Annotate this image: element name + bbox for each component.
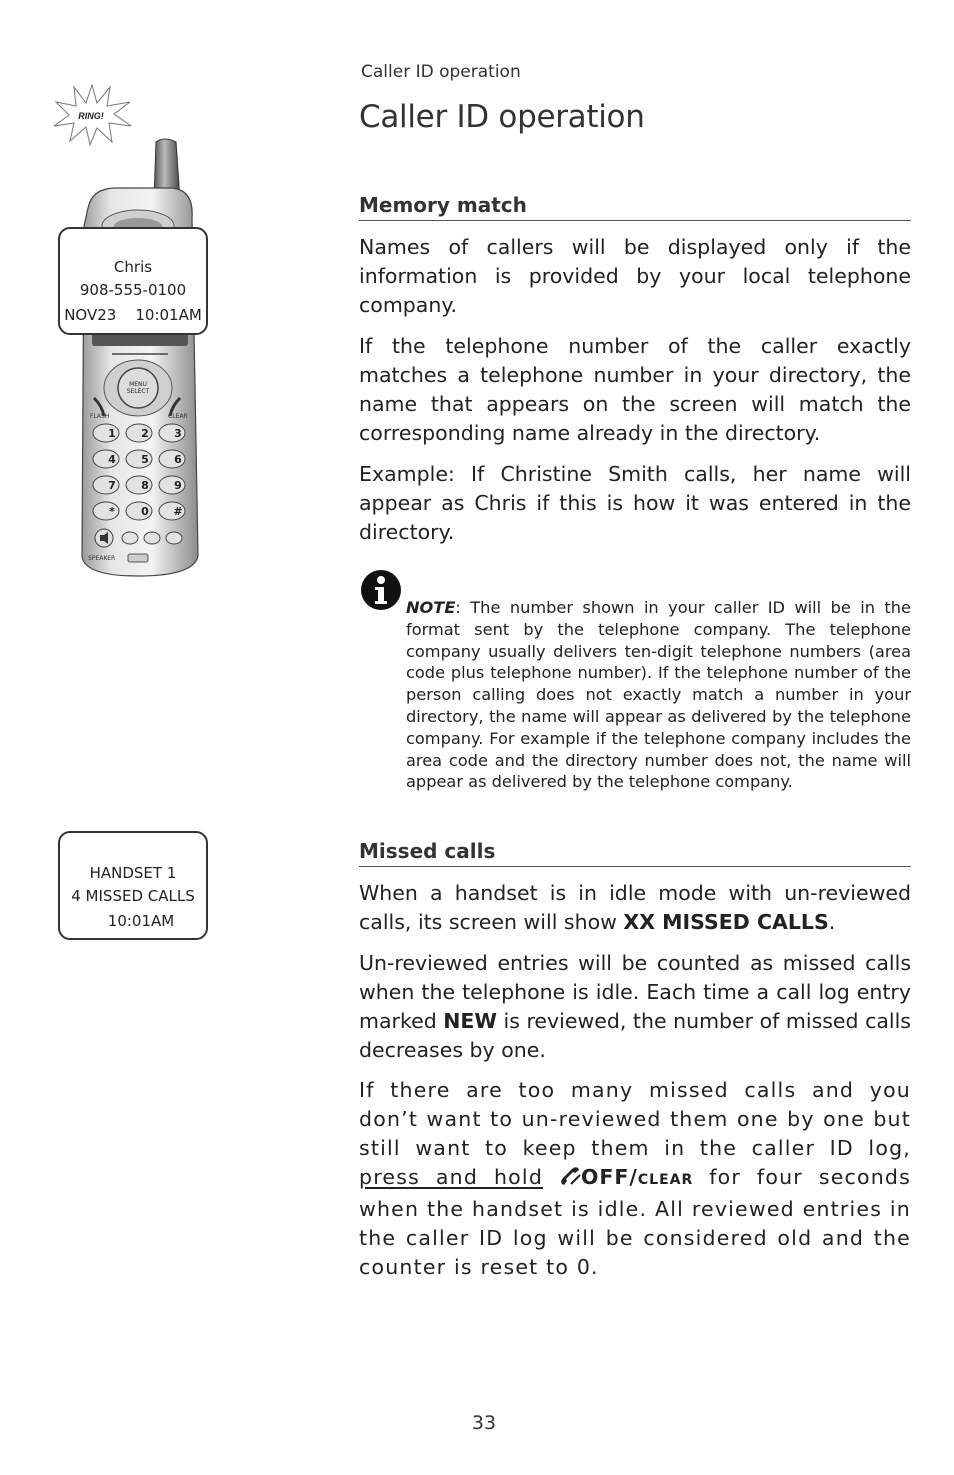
- missed-calls-p2-text: Un-reviewed entries will be counted as missed calls when the telephone is idle. Each time a call log entry marked: [359, 951, 911, 1033]
- lcd-caller-number: 908-555-0100: [79, 281, 187, 299]
- missed-calls-p3-end: for four seconds when the handset is idle. All reviewed entries in the caller ID log will be considered old and the counter is reset to 0.: [359, 1165, 912, 1279]
- lcd-handset-label: HANDSET 1: [89, 864, 177, 882]
- missed-calls-p3-text: If there are too many missed calls and you don’t want to un-reviewed them one by one but still want to keep them in the caller ID log,: [359, 1078, 911, 1160]
- page-title: Caller ID operation: [359, 99, 645, 135]
- svg-text:#: #: [173, 505, 183, 518]
- memory-match-paragraph-1: Names of callers will be displayed only if the information is provided by your local telephone company.: [359, 235, 911, 317]
- lcd-missed-calls-screen: [58, 831, 208, 940]
- note-text: [406, 597, 911, 793]
- missed-calls-paragraph-2: [359, 949, 911, 1065]
- svg-text:2: 2: [141, 427, 149, 440]
- svg-text:FLASH: FLASH: [90, 413, 110, 420]
- lcd-caller-id-screen: [58, 227, 208, 335]
- running-head: Caller ID operation: [361, 62, 521, 82]
- missed-calls-display-text: XX MISSED CALLS: [623, 910, 829, 934]
- note-label: NOTE: [406, 598, 456, 617]
- off-clear-key-label: [581, 1165, 693, 1189]
- lcd-missed-time: 10:01AM: [107, 912, 175, 930]
- off-clear-key-icon: [559, 1166, 581, 1186]
- lcd-caller-datetime: NOV23 10:01AM: [64, 306, 202, 324]
- memory-match-paragraph-2: If the telephone number of the caller exactly matches a telephone number in your directory, the name that appears on the screen will match the corresponding name already in the directory.: [359, 334, 911, 445]
- missed-calls-paragraph-3: [359, 1076, 911, 1282]
- missed-calls-p1-end: .: [828, 910, 836, 934]
- svg-text:9: 9: [174, 479, 182, 492]
- svg-text:1: 1: [108, 427, 116, 440]
- svg-text:SELECT: SELECT: [126, 388, 150, 395]
- missed-calls-p2-end: is reviewed, the number of missed calls decreases by one.: [359, 1009, 911, 1062]
- missed-calls-paragraph-1: [359, 879, 911, 937]
- svg-text:0: 0: [141, 505, 149, 518]
- svg-text:3: 3: [174, 427, 182, 440]
- svg-text:7: 7: [108, 479, 116, 492]
- svg-text:4: 4: [108, 453, 116, 466]
- svg-text:CLEAR: CLEAR: [168, 413, 188, 420]
- svg-text:5: 5: [141, 453, 149, 466]
- memory-match-paragraph-3: Example: If Christine Smith calls, her name will appear as Chris if this is how it was entered in the directory.: [359, 462, 911, 544]
- note-body: : The number shown in your caller ID will be in the format sent by the telephone company. The telephone company usually delivers ten-digit telephone numbers (area code plus telephone number). If the telephone number of the person calling does not exactly match a number in your directory, the name will appear as delivered by the telephone company. For example if the telephone company includes the area code and the directory number does not, the name will appear as delivered by the telephone company.: [406, 598, 911, 792]
- missed-calls-p1-text: When a handset is in idle mode with un-reviewed calls, its screen will show: [359, 881, 911, 934]
- clear-key-text: CLEAR: [637, 1172, 694, 1188]
- new-marker-text: NEW: [443, 1009, 498, 1033]
- svg-text:MENU: MENU: [129, 381, 147, 388]
- lcd-missed-count: 4 MISSED CALLS: [71, 887, 195, 905]
- press-and-hold-text: press and hold: [359, 1165, 544, 1189]
- memory-match-heading: Memory match: [359, 193, 911, 221]
- missed-calls-heading: Missed calls: [359, 839, 911, 867]
- info-icon: [360, 569, 402, 611]
- lcd-caller-name: Chris: [113, 258, 153, 276]
- svg-text:8: 8: [141, 479, 149, 492]
- svg-text:6: 6: [174, 453, 182, 466]
- ring-label: RING!: [78, 111, 104, 121]
- cordless-handset-image: [76, 136, 200, 578]
- page-number: 33: [471, 1412, 497, 1434]
- off-key-text: OFF/: [580, 1165, 638, 1189]
- svg-text:SPEAKER: SPEAKER: [88, 555, 116, 562]
- svg-text:*: *: [109, 505, 115, 518]
